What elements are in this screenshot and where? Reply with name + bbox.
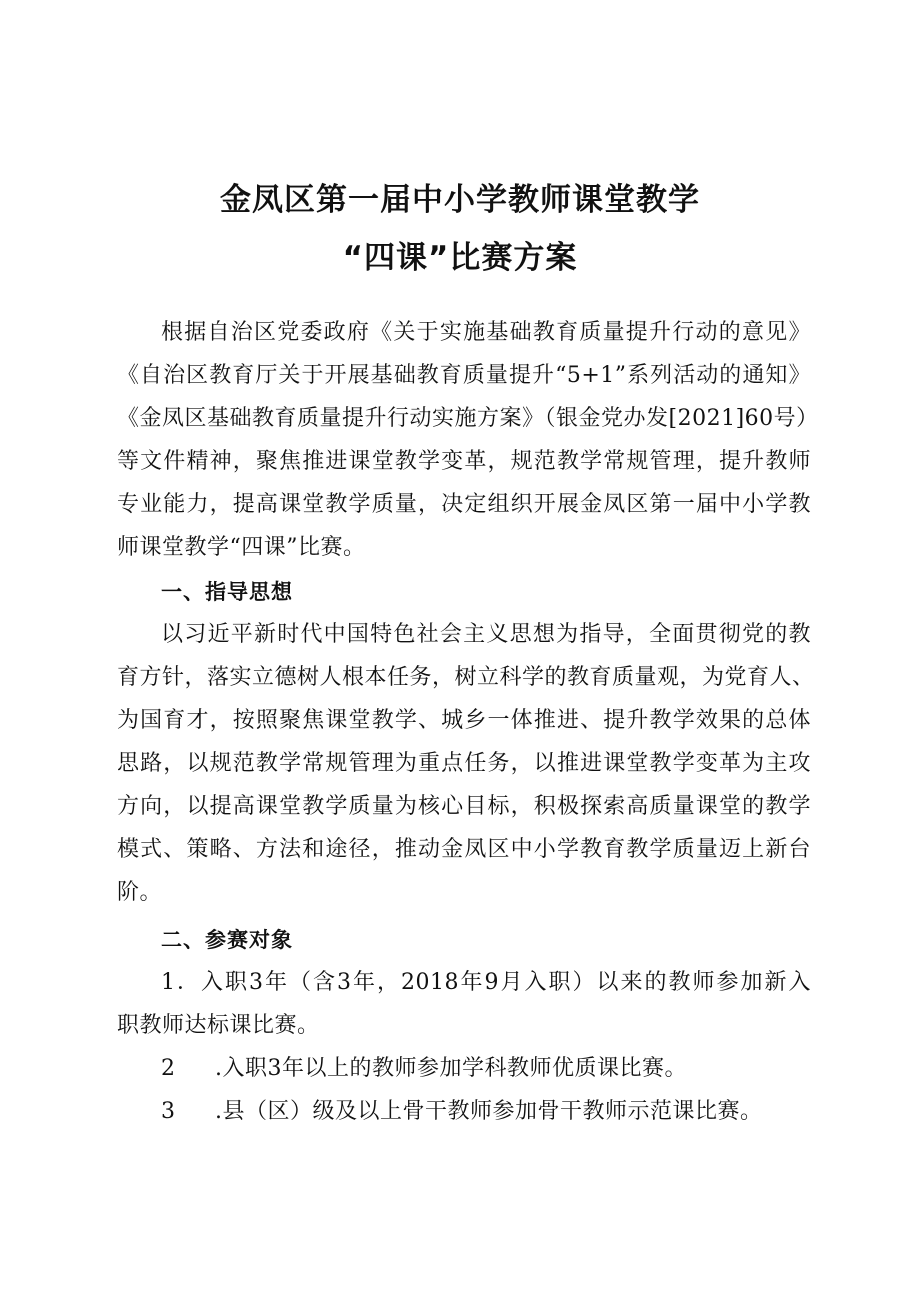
- intro-line: 根据自治区党委政府《关于实施基础教育质量提升行动的意见》: [161, 320, 811, 345]
- section-heading: 二、参赛对象: [161, 928, 293, 952]
- section-line: 模式、策略、方法和途径，推动金凤区中小学教育教学质量迈上新台: [117, 837, 811, 862]
- document-title-line-1: 金凤区第一届中小学教师课堂教学: [220, 182, 700, 218]
- section-line: 方向，以提高课堂教学质量为核心目标，积极探索高质量课堂的教学: [117, 794, 811, 819]
- document-title-line-2: “四课”比赛方案: [342, 240, 578, 276]
- list-item-line: 职教师达标课比赛。: [117, 1013, 320, 1038]
- section-line: 以习近平新时代中国特色社会主义思想为指导，全面贯彻党的教: [161, 622, 811, 647]
- section-line: 育方针，落实立德树人根本任务，树立科学的教育质量观，为党育人、: [117, 665, 815, 690]
- intro-line: 《金凤区基础教育质量提升行动实施方案》（银金党办发[2021]60号）: [117, 406, 819, 431]
- section-heading: 一、指导思想: [161, 580, 293, 604]
- list-item-line: 1．入职3年（含3年，2018年9月入职）以来的教师参加新入: [161, 970, 811, 995]
- list-item-number: 2: [161, 1056, 176, 1081]
- list-item-text: .入职3年以上的教师参加学科教师优质课比赛。: [215, 1056, 687, 1081]
- intro-line: 师课堂教学“四课”比赛。: [117, 535, 366, 560]
- intro-line: 专业能力，提高课堂教学质量，决定组织开展金凤区第一届中小学教: [117, 492, 811, 517]
- list-item-text: .县（区）级及以上骨干教师参加骨干教师示范课比赛。: [215, 1099, 763, 1124]
- section-line: 阶。: [117, 880, 163, 905]
- list-item-number: 3: [161, 1099, 176, 1124]
- intro-line: 等文件精神，聚焦推进课堂教学变革，规范教学常规管理，提升教师: [117, 449, 811, 474]
- intro-line: 《自治区教育厅关于开展基础教育质量提升“5+1”系列活动的通知》: [117, 363, 811, 388]
- section-line: 为国育才，按照聚焦课堂教学、城乡一体推进、提升教学效果的总体: [117, 708, 811, 733]
- section-line: 思路，以规范教学常规管理为重点任务，以推进课堂教学变革为主攻: [117, 751, 811, 776]
